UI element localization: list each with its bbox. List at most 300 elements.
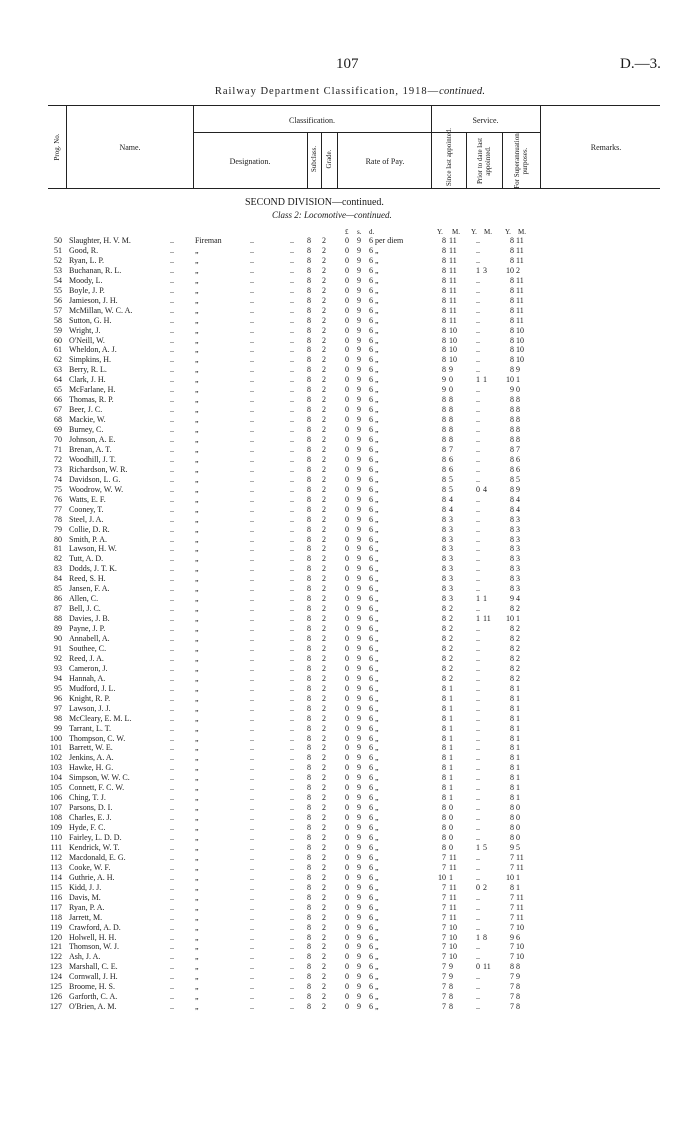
leader-dots: .. — [170, 643, 174, 653]
name-cell: Parsons, D. I. — [69, 803, 113, 813]
table-row — [0, 604, 700, 613]
super-years-cell: 8 — [510, 693, 514, 703]
since-years-cell: 8 — [442, 723, 446, 733]
pay-pounds-cell: 0 — [345, 733, 349, 743]
pay-pounds-cell: 0 — [345, 464, 349, 474]
super-months-cell: 5 — [516, 842, 520, 852]
leader-dots: .. — [250, 823, 254, 833]
subclass-cell: 8 — [307, 315, 311, 325]
name-cell: Buchanan, R. L. — [69, 265, 122, 275]
prior-years-cell: .. — [476, 992, 480, 1002]
pay-shillings-cell: 9 — [357, 902, 361, 912]
leader-dots: .. — [250, 285, 254, 295]
pay-pence-cell: 6 „ — [369, 435, 379, 444]
prog-no-cell: 87 — [54, 604, 62, 614]
super-months-cell: 3 — [516, 574, 520, 584]
leader-dots: .. — [170, 683, 174, 693]
super-months-cell: 8 — [516, 962, 520, 972]
grade-cell: 2 — [322, 504, 326, 514]
grade-cell: 2 — [322, 942, 326, 952]
subclass-cell: 8 — [307, 514, 311, 524]
leader-dots: .. — [250, 444, 254, 454]
name-cell: Ash, J. A. — [69, 952, 101, 962]
grade-cell: 2 — [322, 365, 326, 375]
grade-cell: 2 — [322, 335, 326, 345]
prog-no-cell: 89 — [54, 624, 62, 634]
name-cell: Jarrett, M. — [69, 912, 103, 922]
super-months-cell: 1 — [516, 375, 520, 385]
prior-years-cell: .. — [476, 813, 480, 823]
leader-dots: .. — [170, 325, 174, 335]
subclass-cell: 8 — [307, 564, 311, 574]
table-row — [0, 594, 700, 603]
name-cell: Kendrick, W. T. — [69, 842, 120, 852]
table-row — [0, 465, 700, 474]
name-cell: Cooney, T. — [69, 504, 104, 514]
since-months-cell: 2 — [449, 673, 453, 683]
leader-dots: .. — [290, 962, 294, 972]
subheader-divider-grade — [337, 132, 338, 188]
grade-cell: 2 — [322, 524, 326, 534]
prog-no-cell: 67 — [54, 405, 62, 415]
leader-dots: .. — [250, 683, 254, 693]
designation-cell: „ — [195, 773, 199, 783]
leader-dots: .. — [250, 693, 254, 703]
grade-cell: 2 — [322, 375, 326, 385]
prior-years-cell: .. — [476, 693, 480, 703]
prog-no-cell: 73 — [54, 464, 62, 474]
subclass-cell: 8 — [307, 265, 311, 275]
name-cell: Jamieson, J. H. — [69, 295, 118, 305]
prior-months-cell: 1 — [483, 375, 487, 385]
leader-dots: .. — [250, 643, 254, 653]
pay-pence-cell: 6 „ — [369, 514, 379, 524]
prior-years-cell: .. — [476, 683, 480, 693]
table-row — [0, 972, 700, 981]
prior-years-cell: .. — [476, 255, 480, 265]
leader-dots: .. — [290, 982, 294, 992]
designation-cell: „ — [195, 245, 199, 255]
leader-dots: .. — [170, 783, 174, 793]
pay-pence-cell: 6 „ — [369, 922, 379, 932]
subclass-cell: 8 — [307, 942, 311, 952]
since-years-cell: 8 — [442, 335, 446, 345]
prog-no-cell: 126 — [50, 992, 62, 1002]
table-row — [0, 375, 700, 384]
header-bottom-rule — [48, 188, 660, 189]
leader-dots: .. — [170, 713, 174, 723]
header-name: Name. — [119, 143, 141, 152]
since-years-cell: 8 — [442, 554, 446, 564]
prog-no-cell: 115 — [50, 882, 62, 892]
header-prior-to: Prior to date last appointed. — [476, 137, 492, 185]
prior-years-cell: .. — [476, 345, 480, 355]
subclass-cell: 8 — [307, 345, 311, 355]
subclass-cell: 8 — [307, 624, 311, 634]
leader-dots: .. — [250, 335, 254, 345]
name-cell: Thompson, C. W. — [69, 733, 126, 743]
pay-shillings-cell: 9 — [357, 584, 361, 594]
header-divider-service — [540, 105, 541, 188]
leader-dots: .. — [250, 295, 254, 305]
prog-no-cell: 101 — [50, 743, 62, 753]
table-row — [0, 584, 700, 593]
prior-years-cell: .. — [476, 763, 480, 773]
prog-no-cell: 108 — [50, 813, 62, 823]
super-months-cell: 1 — [516, 713, 520, 723]
prog-no-cell: 98 — [54, 713, 62, 723]
grade-cell: 2 — [322, 962, 326, 972]
prog-no-cell: 66 — [54, 395, 62, 405]
name-cell: Smith, P. A. — [69, 534, 108, 544]
leader-dots: .. — [290, 852, 294, 862]
table-row — [0, 913, 700, 922]
since-years-cell: 10 — [438, 872, 446, 882]
leader-dots: .. — [250, 932, 254, 942]
designation-cell: „ — [195, 634, 199, 643]
designation-cell: „ — [195, 594, 199, 604]
super-months-cell: 11 — [516, 295, 524, 305]
pay-pence-cell: 6 „ — [369, 604, 379, 614]
designation-cell: „ — [195, 793, 199, 803]
leader-dots: .. — [170, 942, 174, 952]
super-years-cell: 10 — [506, 614, 514, 624]
prior-years-cell: .. — [476, 922, 480, 932]
pay-pounds-cell: 0 — [345, 653, 349, 663]
pay-shillings-cell: 9 — [357, 236, 361, 245]
prior-years-cell: .. — [476, 365, 480, 375]
table-row — [0, 843, 700, 852]
leader-dots: .. — [250, 624, 254, 634]
name-cell: Clark, J. H. — [69, 375, 106, 385]
name-cell: Beer, J. C. — [69, 405, 103, 415]
leader-dots: .. — [170, 823, 174, 833]
super-months-cell: 5 — [516, 474, 520, 484]
super-years-cell: 8 — [510, 823, 514, 833]
table-row — [0, 783, 700, 792]
pay-pence-cell: 6 „ — [369, 813, 379, 823]
prog-no-cell: 59 — [54, 325, 62, 335]
pay-shillings-cell: 9 — [357, 524, 361, 534]
subclass-cell: 8 — [307, 842, 311, 852]
pay-pence-cell: 6 „ — [369, 872, 379, 882]
pay-shillings-cell: 9 — [357, 912, 361, 922]
prog-no-cell: 77 — [54, 504, 62, 514]
designation-cell: „ — [195, 912, 199, 922]
prog-no-cell: 86 — [54, 594, 62, 604]
leader-dots: .. — [250, 992, 254, 1002]
leader-dots: .. — [290, 842, 294, 852]
unit-pence: d. — [369, 228, 375, 236]
name-cell: Hyde, F. C. — [69, 823, 106, 833]
leader-dots: .. — [250, 862, 254, 872]
grade-cell: 2 — [322, 236, 326, 245]
super-years-cell: 8 — [510, 663, 514, 673]
leader-dots: .. — [250, 842, 254, 852]
pay-pence-cell: 6 „ — [369, 982, 379, 992]
pay-pence-cell: 6 „ — [369, 773, 379, 783]
designation-cell: „ — [195, 305, 199, 315]
leader-dots: .. — [290, 435, 294, 444]
super-months-cell: 11 — [516, 892, 524, 902]
name-cell: Hawke, H. G. — [69, 763, 114, 773]
super-years-cell: 8 — [510, 803, 514, 813]
unit-prior-years: Y. — [471, 228, 477, 236]
pay-shillings-cell: 9 — [357, 275, 361, 285]
pay-pounds-cell: 0 — [345, 345, 349, 355]
pay-pounds-cell: 0 — [345, 275, 349, 285]
prior-years-cell: .. — [476, 574, 480, 584]
super-months-cell: 1 — [516, 723, 520, 733]
pay-pence-cell: 6 „ — [369, 275, 379, 285]
pay-pounds-cell: 0 — [345, 385, 349, 395]
since-months-cell: 8 — [449, 415, 453, 425]
prog-no-cell: 123 — [50, 962, 62, 972]
subclass-cell: 8 — [307, 634, 311, 643]
grade-cell: 2 — [322, 823, 326, 833]
pay-pence-cell: 6 „ — [369, 753, 379, 763]
since-years-cell: 8 — [442, 753, 446, 763]
super-months-cell: 9 — [516, 365, 520, 375]
pay-pounds-cell: 0 — [345, 604, 349, 614]
leader-dots: .. — [290, 1002, 294, 1012]
leader-dots: .. — [170, 415, 174, 425]
subclass-cell: 8 — [307, 733, 311, 743]
since-years-cell: 8 — [442, 693, 446, 703]
leader-dots: .. — [290, 723, 294, 733]
table-row — [0, 1002, 700, 1011]
prior-years-cell: .. — [476, 415, 480, 425]
since-years-cell: 8 — [442, 793, 446, 803]
pay-pence-cell: 6 „ — [369, 942, 379, 952]
super-years-cell: 8 — [510, 584, 514, 594]
subclass-cell: 8 — [307, 405, 311, 415]
table-row — [0, 863, 700, 872]
designation-cell: „ — [195, 892, 199, 902]
subclass-cell: 8 — [307, 852, 311, 862]
grade-cell: 2 — [322, 405, 326, 415]
leader-dots: .. — [250, 743, 254, 753]
super-months-cell: 10 — [516, 922, 524, 932]
name-cell: Richardson, W. R. — [69, 464, 128, 474]
designation-cell: „ — [195, 852, 199, 862]
leader-dots: .. — [290, 335, 294, 345]
division-heading: SECOND DIVISION—continued. — [245, 197, 384, 208]
subclass-cell: 8 — [307, 375, 311, 385]
name-cell: Ryan, P. A. — [69, 902, 105, 912]
table-row — [0, 564, 700, 573]
since-years-cell: 8 — [442, 733, 446, 743]
pay-shillings-cell: 9 — [357, 773, 361, 783]
pay-pounds-cell: 0 — [345, 862, 349, 872]
since-years-cell: 8 — [442, 315, 446, 325]
name-cell: Cornwall, J. H. — [69, 972, 118, 982]
table-row — [0, 714, 700, 723]
leader-dots: .. — [170, 534, 174, 544]
leader-dots: .. — [250, 803, 254, 813]
leader-dots: .. — [290, 813, 294, 823]
pay-pounds-cell: 0 — [345, 255, 349, 265]
pay-pounds-cell: 0 — [345, 415, 349, 425]
name-cell: Mudford, J. L. — [69, 683, 116, 693]
prog-no-cell: 118 — [50, 912, 62, 922]
designation-cell: „ — [195, 624, 199, 634]
designation-cell: „ — [195, 514, 199, 524]
grade-cell: 2 — [322, 852, 326, 862]
grade-cell: 2 — [322, 643, 326, 653]
pay-pounds-cell: 0 — [345, 365, 349, 375]
pay-pounds-cell: 0 — [345, 534, 349, 544]
since-months-cell: 5 — [449, 484, 453, 494]
since-years-cell: 8 — [442, 444, 446, 454]
since-months-cell: 8 — [449, 435, 453, 444]
name-cell: Davidson, L. G. — [69, 474, 121, 484]
pay-pounds-cell: 0 — [345, 554, 349, 564]
since-months-cell: 8 — [449, 1002, 453, 1012]
prog-no-cell: 53 — [54, 265, 62, 275]
since-years-cell: 8 — [442, 295, 446, 305]
super-months-cell: 3 — [516, 534, 520, 544]
since-years-cell: 8 — [442, 813, 446, 823]
since-years-cell: 8 — [442, 514, 446, 524]
designation-cell: „ — [195, 922, 199, 932]
leader-dots: .. — [170, 245, 174, 255]
unit-super-months: M. — [518, 228, 526, 236]
pay-pounds-cell: 0 — [345, 643, 349, 653]
subclass-cell: 8 — [307, 783, 311, 793]
since-months-cell: 1 — [449, 783, 453, 793]
table-row — [0, 684, 700, 693]
since-months-cell: 6 — [449, 454, 453, 464]
leader-dots: .. — [170, 425, 174, 435]
pay-pence-cell: 6 „ — [369, 992, 379, 1002]
prior-years-cell: .. — [476, 624, 480, 634]
prog-no-cell: 61 — [54, 345, 62, 355]
leader-dots: .. — [290, 803, 294, 813]
prog-no-cell: 85 — [54, 584, 62, 594]
pay-shillings-cell: 9 — [357, 325, 361, 335]
since-months-cell: 11 — [449, 902, 457, 912]
leader-dots: .. — [290, 375, 294, 385]
since-years-cell: 8 — [442, 823, 446, 833]
pay-pence-cell: 6 „ — [369, 464, 379, 474]
grade-cell: 2 — [322, 922, 326, 932]
table-row — [0, 823, 700, 832]
pay-pounds-cell: 0 — [345, 285, 349, 295]
leader-dots: .. — [250, 564, 254, 574]
grade-cell: 2 — [322, 882, 326, 892]
leader-dots: .. — [170, 982, 174, 992]
designation-cell: „ — [195, 783, 199, 793]
designation-cell: „ — [195, 932, 199, 942]
grade-cell: 2 — [322, 872, 326, 882]
since-months-cell: 11 — [449, 245, 457, 255]
subclass-cell: 8 — [307, 833, 311, 842]
pay-pence-cell: 6 „ — [369, 842, 379, 852]
prior-years-cell: .. — [476, 1002, 480, 1012]
since-years-cell: 8 — [442, 703, 446, 713]
pay-pence-cell: 6 „ — [369, 355, 379, 365]
since-months-cell: 1 — [449, 713, 453, 723]
grade-cell: 2 — [322, 862, 326, 872]
leader-dots: .. — [250, 245, 254, 255]
table-row — [0, 306, 700, 315]
table-row — [0, 763, 700, 772]
pay-pounds-cell: 0 — [345, 444, 349, 454]
super-months-cell: 0 — [516, 385, 520, 395]
designation-cell: „ — [195, 315, 199, 325]
since-months-cell: 4 — [449, 494, 453, 504]
leader-dots: .. — [250, 435, 254, 444]
pay-pounds-cell: 0 — [345, 236, 349, 245]
since-years-cell: 8 — [442, 564, 446, 574]
leader-dots: .. — [170, 842, 174, 852]
pay-shillings-cell: 9 — [357, 892, 361, 902]
designation-cell: „ — [195, 942, 199, 952]
since-years-cell: 8 — [442, 255, 446, 265]
leader-dots: .. — [250, 783, 254, 793]
designation-cell: „ — [195, 733, 199, 743]
super-years-cell: 8 — [510, 544, 514, 554]
super-months-cell: 8 — [516, 405, 520, 415]
leader-dots: .. — [170, 703, 174, 713]
since-months-cell: 11 — [449, 852, 457, 862]
name-cell: Marshall, C. E. — [69, 962, 118, 972]
since-years-cell: 8 — [442, 504, 446, 514]
grade-cell: 2 — [322, 275, 326, 285]
leader-dots: .. — [290, 484, 294, 494]
pay-pounds-cell: 0 — [345, 524, 349, 534]
table-row — [0, 664, 700, 673]
name-cell: Woodhill, J. T. — [69, 454, 116, 464]
pay-shillings-cell: 9 — [357, 285, 361, 295]
pay-pence-cell: 6 „ — [369, 335, 379, 345]
name-cell: Hannah, A. — [69, 673, 106, 683]
pay-shillings-cell: 9 — [357, 842, 361, 852]
pay-shillings-cell: 9 — [357, 882, 361, 892]
leader-dots: .. — [250, 703, 254, 713]
grade-cell: 2 — [322, 673, 326, 683]
pay-pounds-cell: 0 — [345, 793, 349, 803]
super-months-cell: 2 — [516, 634, 520, 643]
pay-pence-cell: 6 „ — [369, 852, 379, 862]
leader-dots: .. — [170, 236, 174, 245]
pay-pence-cell: 6 „ — [369, 634, 379, 643]
grade-cell: 2 — [322, 574, 326, 584]
leader-dots: .. — [250, 763, 254, 773]
pay-pence-cell: 6 „ — [369, 783, 379, 793]
pay-pence-cell: 6 „ — [369, 265, 379, 275]
since-years-cell: 8 — [442, 783, 446, 793]
leader-dots: .. — [290, 643, 294, 653]
super-months-cell: 8 — [516, 425, 520, 435]
subclass-cell: 8 — [307, 922, 311, 932]
since-months-cell: 3 — [449, 584, 453, 594]
leader-dots: .. — [250, 325, 254, 335]
grade-cell: 2 — [322, 902, 326, 912]
super-months-cell: 10 — [516, 335, 524, 345]
super-years-cell: 8 — [510, 634, 514, 643]
prog-no-cell: 121 — [50, 942, 62, 952]
table-row — [0, 952, 700, 961]
pay-pence-cell: 6 „ — [369, 504, 379, 514]
prog-no-cell: 104 — [50, 773, 62, 783]
super-years-cell: 7 — [510, 922, 514, 932]
subclass-cell: 8 — [307, 355, 311, 365]
super-months-cell: 1 — [516, 743, 520, 753]
since-months-cell: 3 — [449, 564, 453, 574]
pay-pounds-cell: 0 — [345, 892, 349, 902]
